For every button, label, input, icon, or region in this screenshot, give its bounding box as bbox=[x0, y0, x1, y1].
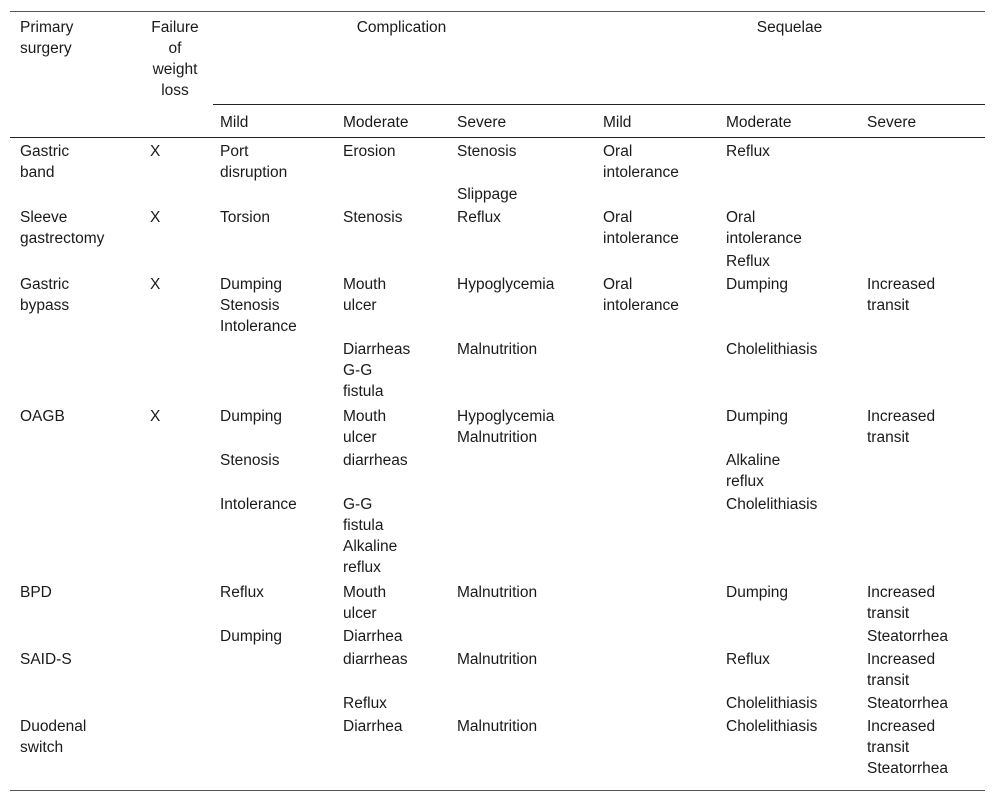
cell-seq-moderate: Dumping bbox=[726, 584, 789, 601]
header-primary-surgery: Primary surgery bbox=[20, 19, 74, 57]
outcomes-table bbox=[10, 11, 985, 791]
cell-seq-severe: Increased transit bbox=[867, 408, 936, 446]
cell-comp-severe: Stenosis bbox=[457, 143, 517, 160]
cell-seq-moderate: Dumping bbox=[726, 408, 789, 425]
cell-seq-mild: Oral intolerance bbox=[603, 276, 679, 314]
row-surgery-bpd: BPD bbox=[20, 584, 52, 601]
cell-comp-severe: Malnutrition bbox=[457, 718, 538, 735]
cell-seq-mild: Oral intolerance bbox=[603, 209, 679, 247]
cell-comp-moderate: Diarrhea bbox=[343, 718, 403, 735]
cell-seq-severe: Increased transit Steatorrhea bbox=[867, 718, 948, 777]
cell-comp-mild: Reflux bbox=[220, 584, 264, 601]
cell-seq-severe: Increased transit bbox=[867, 584, 936, 622]
cell-comp-moderate: Mouth ulcer bbox=[343, 408, 387, 446]
cell-comp-moderate: Diarrhea bbox=[343, 628, 403, 645]
cell-comp-moderate: Reflux bbox=[343, 695, 387, 712]
cell-seq-moderate: Cholelithiasis bbox=[726, 341, 818, 358]
row-surgery-oagb: OAGB bbox=[20, 408, 65, 425]
header-seq-severe: Severe bbox=[867, 114, 917, 131]
cell-seq-moderate: Reflux bbox=[726, 651, 770, 668]
cell-seq-moderate: Cholelithiasis bbox=[726, 695, 818, 712]
cell-comp-severe: Malnutrition bbox=[457, 341, 538, 358]
cell-comp-severe: Slippage bbox=[457, 186, 518, 203]
cell-comp-severe: Reflux bbox=[457, 209, 501, 226]
row-surgery-sleeve-gastrectomy: Sleeve gastrectomy bbox=[20, 209, 105, 247]
cell-comp-moderate: Diarrheas G-G fistula bbox=[343, 341, 411, 400]
header-comp-moderate: Moderate bbox=[343, 114, 409, 131]
row-failure-mark: X bbox=[150, 408, 161, 425]
cell-comp-severe: Hypoglycemia bbox=[457, 276, 555, 293]
cell-seq-moderate: Alkaline reflux bbox=[726, 452, 781, 490]
cell-seq-moderate: Cholelithiasis bbox=[726, 496, 818, 513]
cell-seq-mild: Oral intolerance bbox=[603, 143, 679, 181]
cell-comp-moderate: Erosion bbox=[343, 143, 396, 160]
cell-comp-moderate: Mouth ulcer bbox=[343, 584, 387, 622]
header-seq-mild: Mild bbox=[603, 114, 632, 131]
cell-comp-mild: Torsion bbox=[220, 209, 270, 226]
cell-comp-moderate: Stenosis bbox=[343, 209, 403, 226]
header-group-rule bbox=[213, 104, 985, 105]
cell-seq-severe: Steatorrhea bbox=[867, 695, 948, 712]
header-complication: Complication bbox=[356, 19, 447, 36]
header-bottom-rule bbox=[10, 137, 985, 138]
row-surgery-gastric-band: Gastric band bbox=[20, 143, 70, 181]
cell-seq-moderate: Reflux bbox=[726, 253, 770, 270]
cell-comp-moderate: G-G fistula Alkaline reflux bbox=[343, 496, 398, 576]
header-comp-severe: Severe bbox=[457, 114, 507, 131]
row-surgery-gastric-bypass: Gastric bypass bbox=[20, 276, 70, 314]
cell-comp-moderate: diarrheas bbox=[343, 452, 408, 469]
cell-comp-severe: Hypoglycemia Malnutrition bbox=[457, 408, 555, 446]
row-surgery-duodenal-switch: Duodenal switch bbox=[20, 718, 87, 756]
cell-comp-moderate: Mouth ulcer bbox=[343, 276, 387, 314]
cell-comp-mild: Dumping Stenosis Intolerance bbox=[220, 276, 297, 335]
cell-seq-moderate: Reflux bbox=[726, 143, 770, 160]
cell-comp-severe: Malnutrition bbox=[457, 651, 538, 668]
cell-seq-severe: Steatorrhea bbox=[867, 628, 948, 645]
header-failure-weight-loss: Failure of weight loss bbox=[151, 19, 199, 99]
cell-seq-severe: Increased transit bbox=[867, 276, 936, 314]
cell-seq-moderate: Oral intolerance bbox=[726, 209, 802, 247]
cell-comp-mild: Stenosis bbox=[220, 452, 280, 469]
cell-comp-mild: Dumping bbox=[220, 408, 283, 425]
cell-comp-mild: Intolerance bbox=[220, 496, 297, 513]
cell-seq-moderate: Dumping bbox=[726, 276, 789, 293]
header-seq-moderate: Moderate bbox=[726, 114, 792, 131]
row-failure-mark: X bbox=[150, 276, 161, 293]
header-sequelae: Sequelae bbox=[756, 19, 823, 36]
cell-seq-severe: Increased transit bbox=[867, 651, 936, 689]
cell-comp-severe: Malnutrition bbox=[457, 584, 538, 601]
row-failure-mark: X bbox=[150, 143, 161, 160]
row-surgery-said-s: SAID-S bbox=[20, 651, 72, 668]
cell-comp-mild: Port disruption bbox=[220, 143, 288, 181]
cell-comp-moderate: diarrheas bbox=[343, 651, 408, 668]
row-failure-mark: X bbox=[150, 209, 161, 226]
header-comp-mild: Mild bbox=[220, 114, 249, 131]
cell-seq-moderate: Cholelithiasis bbox=[726, 718, 818, 735]
cell-comp-mild: Dumping bbox=[220, 628, 283, 645]
